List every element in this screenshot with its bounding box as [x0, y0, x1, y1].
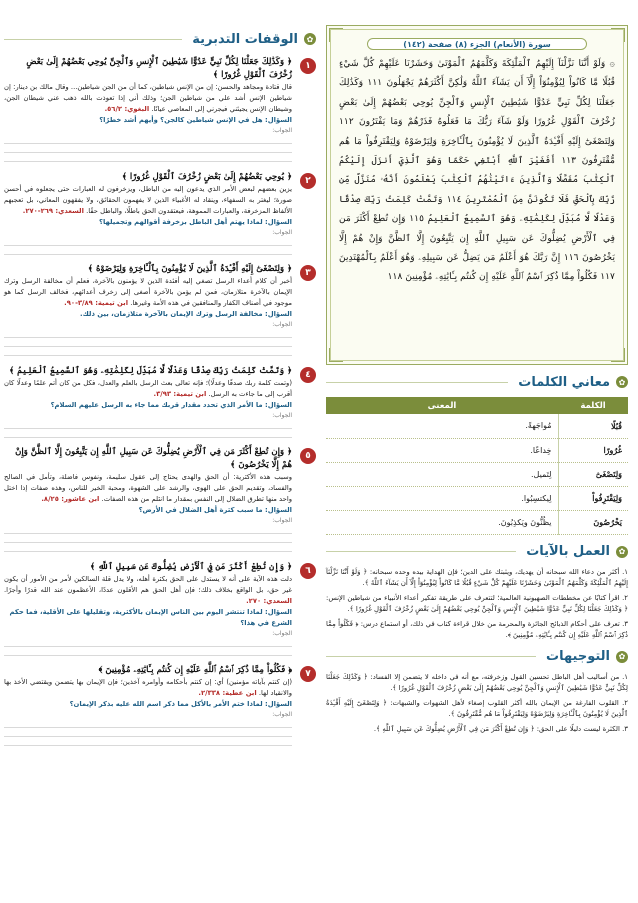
waqfa-tafsir-text: (وتمت كلمة ربك صدقًا وعدلًا)؛ فإنه تعالى بعث الرسل بالعلم والعدل، فكل من كان أتم علمًا وعدلًا كان أقرب إلى ما جاءت به الرسل. [4, 379, 292, 398]
word-row [326, 462, 628, 486]
col-header-meaning: المعنى [326, 397, 558, 414]
words-section-header [326, 373, 628, 391]
waqfa-item [4, 446, 316, 553]
mushaf-inner [330, 29, 624, 361]
answer-label: الجواب: [272, 127, 292, 134]
waqfa-ayah: ﴿ فَكُلُواْ مِمَّا ذُكِرَ ٱسْمُ ٱللَّهِ عَلَيْهِ إِن كُنتُم بِـَٔايَٰتِهِۦ مُؤْمِنِينَ ﴾ [98, 665, 292, 675]
answer-label: الجواب: [272, 517, 292, 524]
waqafat-list [4, 56, 316, 747]
waqfa-number-badge: ٥ [300, 448, 316, 464]
mushaf-frame [326, 25, 628, 365]
answer-lines[interactable] [4, 719, 292, 747]
waqfa-question: السؤال: هل في الإنس شياطين كالجن؟ وأيهم أشد خطرًا؟ [99, 116, 292, 124]
waqfa-tafsir [4, 677, 292, 699]
waqfa-tafsir [4, 276, 292, 309]
waqfa-reference: السعدي: ٢٦٩-٢٧٠. [22, 207, 84, 215]
waqfa-number-badge: ٣ [300, 265, 316, 281]
answer-lines[interactable] [4, 237, 292, 255]
waqfa-tafsir-text: يزين بعضهم لبعض الأمر الذي يدعون إليه من الباطل، ويزخرفون له العبارات حتى يجعلوه في أحسن صورة؛ ليغتر به السفهاء، وينقاد له الأغبياء الذين لا يفهمون الحقائق، ولا يفقهون المعاني، بل تعجبهم الألفاظ المزخرفة، والعبارات المموهة، فيعتقدون الحق باطلًا، والباطل حقًا. [4, 185, 292, 215]
waqfa-tafsir [4, 378, 292, 400]
frame-corner [611, 348, 625, 362]
waqfa-ayah: ﴿ وَلِتَصْغَىٰٓ إِلَيْهِ أَفْـِٔدَةُ ٱلَّذِينَ لَا يُؤْمِنُونَ بِٱلْـَٔاخِرَةِ وَلِيَرْضَوْهُ ﴾ [88, 264, 292, 274]
waqfa-question: السؤال: لماذا يهتم أهل الباطل بزخرفة أقوالهم وتجميلها؟ [99, 218, 292, 226]
waqfa-tafsir [4, 574, 292, 607]
waqfa-question: السؤال: ما الأمر الذي تحدد مقدار قربك مما جاء به الرسل عليهم السلام؟ [50, 401, 292, 409]
waqfa-reference: البغوي: ٥٦/٢. [104, 105, 150, 113]
tawjihat-list [326, 672, 628, 736]
word-meanings-table [326, 397, 628, 535]
word-cell: وَلِتَصْغَىٰٓ [558, 462, 628, 486]
waqfa-reference: ابن عطية: ٢/٣٣٨. [198, 689, 257, 697]
mushaf-header [339, 36, 615, 52]
frame-corner [329, 28, 343, 42]
meaning-cell: خِداعًا. [326, 438, 558, 462]
col-header-word: الكلمة [558, 397, 628, 414]
answer-label: الجواب: [272, 412, 292, 419]
tawjihat-section-header [326, 648, 628, 666]
waqfa-tafsir-text: وسبب هذه الأكثرية: أن الحق والهدى يحتاج إلى عقول سليمة، ونفوس فاضلة، وتأمل في الصالح والفساد، وتقديم الحق على الهوى، والرشد على الشهوة، ومحبة الخير للناس، وهذه صفات إذا اختل واحد منها تطرق الضلال إلى النفس بمقدار ما انثلم من هذه الصفات. [4, 473, 292, 503]
waqfa-number-badge: ٢ [300, 173, 316, 189]
quran-page-text: ۞ وَلَوْ أَنَّنَا نَزَّلْنَآ إِلَيْهِمُ ٱلْمَلَٰٓئِكَةَ وَكَلَّمَهُمُ ٱلْمَوْتَىٰ وَحَشَرْنَا عَلَيْهِمْ كُلَّ شَيْءٍ قُبُلًا مَّا كَانُواْ لِيُؤْمِنُوٓاْ إِلَّآ أَن يَشَآءَ ٱللَّهُ وَلَٰكِنَّ أَكْثَرَهُمْ يَجْهَلُونَ ١١١ وَكَذَٰلِكَ جَعَلْنَا لِكُلِّ نَبِيٍّ عَدُوًّا شَيَٰطِينَ ٱلْإِنسِ وَٱلْجِنِّ يُوحِي بَعْضُهُمْ إِلَىٰ بَعْضٍ زُخْرُفَ ٱلْقَوْلِ غُرُورًا وَلَوْ شَآءَ رَبُّكَ مَا فَعَلُوهُ فَذَرْهُمْ وَمَا يَفْتَرُونَ ١١٢ وَلِتَصْغَىٰٓ إِلَيْهِ أَفْـِٔدَةُ ٱلَّذِينَ لَا يُؤْمِنُونَ بِٱلْـَٔاخِرَةِ وَلِيَرْضَوْهُ وَلِيَقْتَرِفُواْ مَا هُم مُّقْتَرِفُونَ ١١٣ أَفَغَيْرَ ٱللَّهِ أَبْتَغِي حَكَمًا وَهُوَ ٱلَّذِيٓ أَنزَلَ إِلَيْكُمُ ٱلْكِتَٰبَ مُفَصَّلًا وَٱلَّذِينَ ءَاتَيْنَٰهُمُ ٱلْكِتَٰبَ يَعْلَمُونَ أَنَّهُۥ مُنَزَّلٌ مِّن رَّبِّكَ بِٱلْحَقِّ فَلَا تَكُونَنَّ مِنَ ٱلْمُمْتَرِينَ ١١٤ وَتَمَّتْ كَلِمَتُ رَبِّكَ صِدْقًا وَعَدْلًا لَّا مُبَدِّلَ لِكَلِمَٰتِهِۦ وَهُوَ ٱلسَّمِيعُ ٱلْعَلِيمُ ١١٥ وَإِن تُطِعْ أَكْثَرَ مَن فِي ٱلْأَرْضِ يُضِلُّوكَ عَن سَبِيلِ ٱللَّهِ إِن يَتَّبِعُونَ إِلَّا ٱلظَّنَّ وَإِنْ هُمْ إِلَّا يَخْرُصُونَ ١١٦ إِنَّ رَبَّكَ هُوَ أَعْلَمُ مَن يَضِلُّ عَن سَبِيلِهِۦ وَهُوَ أَعْلَمُ بِٱلْمُهْتَدِينَ ١١٧ فَكُلُواْ مِمَّا ذُكِرَ ٱسْمُ ٱللَّهِ عَلَيْهِ إِن كُنتُم بِـَٔايَٰتِهِۦ مُؤْمِنِينَ ١١٨ [339, 58, 616, 283]
right-column [326, 25, 628, 738]
answer-label: الجواب: [272, 630, 292, 637]
waqfa-ayah: ﴿ وَكَذَٰلِكَ جَعَلْنَا لِكُلِّ نَبِيٍّ عَدُوًّا شَيَٰطِينَ ٱلْإِنسِ وَٱلْجِنِّ يُوحِي بَعْضُهُمْ إِلَىٰ بَعْضٍ زُخْرُفَ ٱلْقَوْلِ غُرُورًا ﴾ [26, 57, 292, 80]
waqafat-section-title: الوقفات التدبرية [192, 31, 298, 47]
section-rule [326, 382, 508, 383]
waqfa-tafsir [4, 82, 292, 115]
tawjihat-item: ٢. القلوب الفارغة من الإيمان بالله أكثر القلوب إصغاء لأهل الشهوات والشبهات: ﴿ وَلِتَصْغَىٰٓ إِلَيْهِ أَفْـِٔدَةُ ٱلَّذِينَ لَا يُؤْمِنُونَ بِٱلْـَٔاخِرَةِ وَلِيَرْضَوْهُ وَلِيَقْتَرِفُواْ مَا هُم مُّقْتَرِفُونَ ﴾. [326, 698, 628, 718]
amal-item: ٢. اقرأ كتابًا عن مخططات الصهيونية العالمية؛ لتتعرف على طريقة تفكير أعداء الأنبياء من شياطين الإنس: ﴿ وَكَذَٰلِكَ جَعَلْنَا لِكُلِّ نَبِيٍّ عَدُوًّا شَيَٰطِينَ ٱلْإِنسِ وَٱلْجِنِّ يُوحِي بَعْضُهُمْ إِلَىٰ بَعْضٍ زُخْرُفَ ٱلْقَوْلِ غُرُورًا ﴾. [326, 593, 628, 613]
amal-section-header [326, 543, 628, 561]
waqfa-item [4, 365, 316, 438]
waqfa-ayah: ﴿ وَإِن تُطِعْ أَكْثَرَ مَن فِي ٱلْأَرْضِ يُضِلُّوكَ عَن سَبِيلِ ٱللَّهِ ﴾ [90, 562, 292, 572]
waqfa-item [4, 56, 316, 163]
waqfa-reference: ابن عاشور: ٨/٢٥. [41, 495, 100, 503]
waqfa-tafsir-text: قال قتادة ومجاهد والحسن: إن من الإنس شياطين، كما أن من الجن شياطين... وقال مالك بن دينار: إن شياطين الإنس أشد علي من شياطين الجن؛ وذلك أني إذا تعوذت بالله ذهب عني شيطان الجن، وشيطان الإنس يجيئني فيجرني إلى المعاصي عيانًا. [4, 83, 292, 113]
waqfa-tafsir-text: أخبر أن كلام أعداء الرسل تصغي إليه أفئدة الذين لا يؤمنون بالآخرة، فعلم أن مخالفة الرسل وترك الإيمان بالآخرة متلازمان، فمن لم يؤمن بالآخرة أصغى إلى زخرف أعدائهم، فخالف الرسل كما هو موجود في أصناف الكفار والمنافقين في هذه الأمة وغيرها. [4, 277, 292, 307]
section-rule [326, 551, 516, 552]
answer-label: الجواب: [272, 321, 292, 328]
amal-section-title: العمل بالآيات [526, 544, 610, 559]
word-row [326, 438, 628, 462]
waqfa-item [4, 171, 316, 255]
waqfa-tafsir-text: دلت هذه الآية على أنه لا يستدل على الحق بكثرة أهله، ولا يدل قلة السالكين لأمر من الأمور أن يكون غير حق، بل الواقع بخلاف ذلك؛ فإن أهل الحق هم الأقلون عددًا، الأعظمون عند الله قدرًا وأجرًا. [4, 575, 292, 594]
waqafat-section-header [4, 30, 316, 48]
waqfa-number-badge: ١ [300, 58, 316, 74]
word-cell: قُبُلًا [558, 414, 628, 438]
flower-icon: ✿ [616, 651, 628, 663]
answer-lines[interactable] [4, 135, 292, 163]
waqfa-number-badge: ٧ [300, 666, 316, 682]
answer-lines[interactable] [4, 638, 292, 656]
waqfa-question: السؤال: لماذا ختم الأمر بالأكل مما ذكر اسم الله عليه بذكر الإيمان؟ [69, 700, 292, 708]
word-cell: وَلِيَقْتَرِفُواْ [558, 486, 628, 510]
word-meanings-body [326, 414, 628, 534]
word-row [326, 414, 628, 438]
answer-lines[interactable] [4, 420, 292, 438]
frame-corner [611, 28, 625, 42]
flower-icon: ✿ [616, 546, 628, 558]
waqfa-tafsir [4, 184, 292, 217]
meaning-cell: لِيكتسِبُوا. [326, 486, 558, 510]
mushaf-header-label: سورة (الأنعام) الجزء (٨) صفحة (١٤٢) [367, 38, 587, 50]
waqfa-item [4, 561, 316, 656]
amal-item: ٣. تعرف على أحكام الذبائح الجائزة والمحرمة من خلال قراءة كتاب في ذلك، أو استماع درس: ﴿ فَكُلُواْ مِمَّا ذُكِرَ ٱسْمُ ٱللَّهِ عَلَيْهِ إِن كُنتُم بِـَٔايَٰتِهِۦ مُؤْمِنِينَ ﴾. [326, 619, 628, 639]
waqfa-item [4, 263, 316, 357]
answer-label: الجواب: [272, 711, 292, 718]
waqfa-ayah: ﴿ وَتَمَّتْ كَلِمَتُ رَبِّكَ صِدْقًا وَعَدْلًا لَّا مُبَدِّلَ لِكَلِمَٰتِهِۦ وَهُوَ ٱلسَّمِيعُ ٱلْعَلِيمُ ﴾ [9, 366, 292, 376]
amal-item: ١. أكثر من دعاء الله سبحانه أن يهديك، ويثبتك على الدين؛ فإن الهداية بيده وحده سبحانه: ﴿ وَلَوْ أَنَّنَا نَزَّلْنَآ إِلَيْهِمُ ٱلْمَلَٰٓئِكَةَ وَكَلَّمَهُمُ ٱلْمَوْتَىٰ وَحَشَرْنَا عَلَيْهِمْ كُلَّ شَيْءٍ قُبُلًا مَّا كَانُواْ لِيُؤْمِنُوٓاْ إِلَّآ أَن يَشَآءَ ٱللَّهُ ﴾. [326, 567, 628, 587]
flower-icon: ✿ [304, 33, 316, 45]
tawjihat-item: ١. من أساليب أهل الباطل تحسين القول وزخرفته، مع أنه في داخله لا يتضمن إلا الفساد: ﴿ وَكَذَٰلِكَ جَعَلْنَا لِكُلِّ نَبِيٍّ عَدُوًّا شَيَٰطِينَ ٱلْإِنسِ وَٱلْجِنِّ يُوحِي بَعْضُهُمْ إِلَىٰ بَعْضٍ زُخْرُفَ ٱلْقَوْلِ غُرُورًا ﴾. [326, 672, 628, 692]
word-row [326, 510, 628, 534]
tawjihat-section-title: التوجيهات [546, 649, 610, 664]
meaning-cell: يظُنُّونَ ويَكذِبُونَ. [326, 510, 558, 534]
waqfa-item [4, 664, 316, 747]
left-column [4, 30, 316, 747]
words-section-title: معاني الكلمات [518, 374, 610, 390]
answer-lines[interactable] [4, 525, 292, 553]
waqfa-reference: السعدي: ٢٧٠. [246, 597, 292, 605]
tawjihat-item: ٣. الكثرة ليست دليلًا على الحق: ﴿ وَإِن تُطِعْ أَكْثَرَ مَن فِي ٱلْأَرْضِ يُضِلُّوكَ عَن سَبِيلِ ٱللَّهِ ﴾. [373, 724, 628, 733]
amal-list [326, 567, 628, 642]
waqfa-question: السؤال: ما سبب كثرة أهل الضلال في الأرض؟ [138, 506, 292, 514]
answer-lines[interactable] [4, 329, 292, 357]
waqfa-tafsir [4, 472, 292, 505]
waqfa-number-badge: ٤ [300, 367, 316, 383]
section-rule [326, 656, 536, 657]
waqfa-number-badge: ٦ [300, 563, 316, 579]
section-rule [4, 39, 182, 40]
waqfa-reference: ابن تيمية: ٣/٩٣. [153, 390, 207, 398]
answer-label: الجواب: [272, 229, 292, 236]
word-row [326, 486, 628, 510]
flower-icon: ✿ [616, 376, 628, 388]
waqfa-ayah: ﴿ وَإِن تُطِعْ أَكْثَرَ مَن فِي ٱلْأَرْضِ يُضِلُّوكَ عَن سَبِيلِ ٱللَّهِ إِن يَتَّبِعُونَ إِلَّا ٱلظَّنَّ وَإِنْ هُمْ إِلَّا يَخْرُصُونَ ﴾ [15, 447, 292, 470]
waqfa-question: السؤال: لماذا تنتشر اليوم بين الناس الإيمان بالأكثرية، وتقليلها على الأقلية، فما حكم الشرع في هذا؟ [9, 608, 292, 627]
waqfa-tafsir-text: (إن كنتم بآياته مؤمنين) أي: إن كنتم بأحكامه وأوامره آخذين؛ فإن الإيمان بها يتضمن ويقتضي الأخذ بها والانقياد لها. [4, 678, 292, 697]
word-cell: غُرُورًا [558, 438, 628, 462]
meaning-cell: مُواجَهةً. [326, 414, 558, 438]
waqfa-reference: ابن تيمية: ٣/٨٩-٩٠. [64, 299, 129, 307]
meaning-cell: لِتَميل. [326, 462, 558, 486]
waqfa-question: السؤال: مخالفة الرسل وترك الإيمان بالآخرة متلازمان، بين ذلك. [79, 310, 292, 318]
frame-corner [329, 348, 343, 362]
word-cell: يَخْرُصُونَ [558, 510, 628, 534]
waqfa-ayah: ﴿ يُوحِي بَعْضُهُمْ إِلَىٰ بَعْضٍ زُخْرُفَ ٱلْقَوْلِ غُرُورًا ﴾ [121, 172, 292, 182]
